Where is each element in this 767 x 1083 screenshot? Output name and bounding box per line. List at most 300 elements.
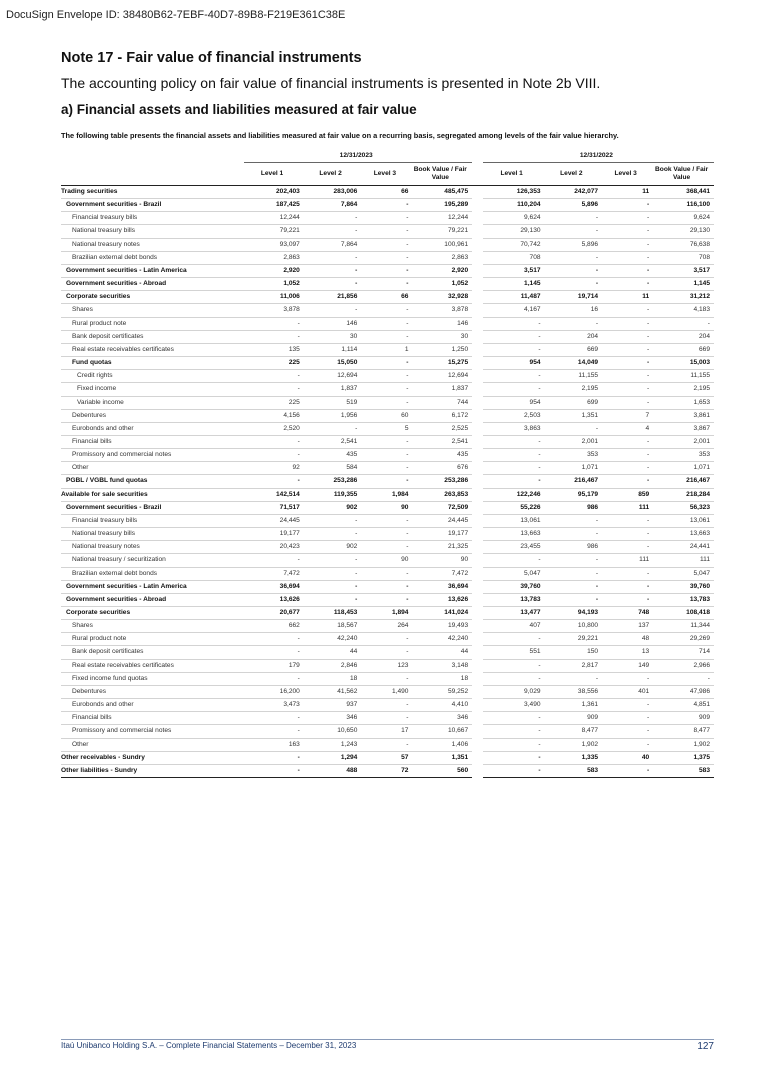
table-cell: 1,145 <box>653 278 714 291</box>
table-cell: 7,472 <box>412 567 472 580</box>
table-cell: 2,195 <box>545 383 603 396</box>
table-cell: - <box>602 343 653 356</box>
table-cell: - <box>602 383 653 396</box>
table-cell: - <box>602 449 653 462</box>
table-cell: - <box>361 238 412 251</box>
column-gap <box>472 462 483 475</box>
table-cell: 66 <box>361 186 412 199</box>
row-label: Financial treasury bills <box>61 212 244 225</box>
table-cell: 24,445 <box>412 514 472 527</box>
table-cell: 72,509 <box>412 501 472 514</box>
table-cell: 19,177 <box>244 528 304 541</box>
row-label: National treasury bills <box>61 528 244 541</box>
row-label: Debentures <box>61 409 244 422</box>
column-gap <box>472 357 483 370</box>
table-cell: 8,477 <box>545 725 603 738</box>
row-label: Variable income <box>61 396 244 409</box>
table-row <box>61 751 714 764</box>
table-cell: - <box>602 435 653 448</box>
table-cell: 11 <box>602 186 653 199</box>
column-gap <box>472 475 483 488</box>
row-label: Eurobonds and other <box>61 422 244 435</box>
page-number: 127 <box>697 1041 714 1052</box>
table-row <box>61 620 714 633</box>
table-cell: - <box>361 475 412 488</box>
table-cell: - <box>304 264 362 277</box>
table-cell: 137 <box>602 620 653 633</box>
table-cell: 56,323 <box>653 501 714 514</box>
table-cell: 13,061 <box>653 514 714 527</box>
table-cell: - <box>244 554 304 567</box>
table-cell: 1,351 <box>545 409 603 422</box>
table-cell: - <box>361 593 412 606</box>
table-cell: - <box>361 528 412 541</box>
row-label: Rural product note <box>61 633 244 646</box>
column-gap <box>472 186 483 199</box>
table-cell: - <box>545 264 603 277</box>
table-row <box>61 330 714 343</box>
table-cell: 2,920 <box>412 264 472 277</box>
table-cell: - <box>602 317 653 330</box>
table-cell: - <box>602 264 653 277</box>
table-cell: - <box>304 554 362 567</box>
table-cell: 122,246 <box>483 488 545 501</box>
table-cell: 202,403 <box>244 186 304 199</box>
table-cell: 1,114 <box>304 343 362 356</box>
table-cell: 70,742 <box>483 238 545 251</box>
table-cell: 11,344 <box>653 620 714 633</box>
table-cell: 253,286 <box>304 475 362 488</box>
table-cell: - <box>361 646 412 659</box>
table-cell: 204 <box>653 330 714 343</box>
table-cell: 3,878 <box>244 304 304 317</box>
table-row <box>61 659 714 672</box>
column-gap <box>472 370 483 383</box>
table-row <box>61 238 714 251</box>
table-cell: 3,490 <box>483 699 545 712</box>
table-cell: 94,193 <box>545 607 603 620</box>
column-gap <box>472 751 483 764</box>
table-cell: - <box>244 449 304 462</box>
table-cell: - <box>545 278 603 291</box>
table-cell: 23,455 <box>483 541 545 554</box>
row-label: Shares <box>61 304 244 317</box>
table-cell: - <box>545 593 603 606</box>
table-cell: 662 <box>244 620 304 633</box>
row-label: Brazilian external debt bonds <box>61 567 244 580</box>
table-cell: 263,853 <box>412 488 472 501</box>
column-gap <box>472 278 483 291</box>
table-cell: 15,050 <box>304 357 362 370</box>
table-cell: 485,475 <box>412 186 472 199</box>
table-cell: - <box>244 751 304 764</box>
table-cell: - <box>361 449 412 462</box>
table-cell: 1,375 <box>653 751 714 764</box>
table-row <box>61 580 714 593</box>
table-cell: 937 <box>304 699 362 712</box>
table-cell: - <box>361 225 412 238</box>
table-cell: 2,520 <box>244 422 304 435</box>
table-row <box>61 475 714 488</box>
row-label: Fund quotas <box>61 357 244 370</box>
table-cell: - <box>361 633 412 646</box>
table-cell: 1,294 <box>304 751 362 764</box>
table-cell: - <box>244 475 304 488</box>
table-cell: - <box>602 541 653 554</box>
table-cell: 1,052 <box>412 278 472 291</box>
row-label: Eurobonds and other <box>61 699 244 712</box>
table-cell: 20,423 <box>244 541 304 554</box>
table-cell: 986 <box>545 541 603 554</box>
col-header: Book Value / Fair Value <box>653 163 714 186</box>
table-row <box>61 396 714 409</box>
table-cell: - <box>304 212 362 225</box>
table-cell: - <box>304 593 362 606</box>
table-cell: 4,156 <box>244 409 304 422</box>
table-cell: 407 <box>483 620 545 633</box>
row-label: Financial treasury bills <box>61 514 244 527</box>
table-cell: 708 <box>653 251 714 264</box>
table-cell: 669 <box>545 343 603 356</box>
table-cell: 676 <box>412 462 472 475</box>
table-row <box>61 317 714 330</box>
row-label: Government securities - Latin America <box>61 264 244 277</box>
table-cell: 2,541 <box>412 435 472 448</box>
table-cell: 264 <box>361 620 412 633</box>
table-cell: 744 <box>412 396 472 409</box>
table-cell: 1,956 <box>304 409 362 422</box>
table-row <box>61 343 714 356</box>
accounting-policy-text: The accounting policy on fair value of financial instruments is presented in Note 2b VIII. <box>61 75 601 91</box>
table-cell: - <box>361 580 412 593</box>
column-gap <box>472 580 483 593</box>
table-cell: 353 <box>653 449 714 462</box>
table-cell: - <box>602 304 653 317</box>
table-cell: 13,061 <box>483 514 545 527</box>
table-cell: - <box>483 383 545 396</box>
table-cell: - <box>244 672 304 685</box>
table-cell: 5,047 <box>483 567 545 580</box>
row-label: Government securities - Abroad <box>61 593 244 606</box>
table-row <box>61 462 714 475</box>
table-cell: 4,851 <box>653 699 714 712</box>
table-cell: 2,541 <box>304 435 362 448</box>
column-gap <box>472 659 483 672</box>
table-cell: 66 <box>361 291 412 304</box>
table-cell: - <box>361 396 412 409</box>
table-cell: 29,269 <box>653 633 714 646</box>
table-cell: - <box>602 357 653 370</box>
row-label: Available for sale securities <box>61 488 244 501</box>
column-gap <box>472 225 483 238</box>
table-cell: - <box>361 541 412 554</box>
table-cell: - <box>483 738 545 751</box>
table-cell: 12,244 <box>244 212 304 225</box>
table-cell: - <box>545 554 603 567</box>
table-cell: - <box>545 251 603 264</box>
table-cell: - <box>602 212 653 225</box>
table-row <box>61 370 714 383</box>
table-cell: 57 <box>361 751 412 764</box>
table-cell: 1,406 <box>412 738 472 751</box>
table-cell: - <box>244 646 304 659</box>
table-cell: 79,221 <box>244 225 304 238</box>
row-label: Corporate securities <box>61 291 244 304</box>
table-cell: - <box>483 343 545 356</box>
row-label: Financial bills <box>61 435 244 448</box>
table-cell: 187,425 <box>244 199 304 212</box>
column-gap <box>472 317 483 330</box>
table-cell: 118,453 <box>304 607 362 620</box>
row-label: Fixed income fund quotas <box>61 672 244 685</box>
table-cell: 1,335 <box>545 751 603 764</box>
table-cell: - <box>304 422 362 435</box>
table-cell: - <box>304 251 362 264</box>
table-cell: 13,783 <box>653 593 714 606</box>
table-cell: 714 <box>653 646 714 659</box>
table-cell: - <box>602 528 653 541</box>
table-cell: 11 <box>602 291 653 304</box>
table-cell: - <box>361 672 412 685</box>
table-cell: 31,212 <box>653 291 714 304</box>
table-cell: 110,204 <box>483 199 545 212</box>
table-cell: 10,650 <box>304 725 362 738</box>
column-gap <box>472 593 483 606</box>
row-label: Government securities - Brazil <box>61 199 244 212</box>
column-gap <box>472 383 483 396</box>
table-cell: 1,250 <box>412 343 472 356</box>
table-cell: 18 <box>304 672 362 685</box>
row-label: Trading securities <box>61 186 244 199</box>
table-cell: - <box>653 317 714 330</box>
table-row <box>61 528 714 541</box>
table-cell: 135 <box>244 343 304 356</box>
table-cell: 283,006 <box>304 186 362 199</box>
table-cell: 5 <box>361 422 412 435</box>
table-cell: 21,856 <box>304 291 362 304</box>
table-cell: 4 <box>602 422 653 435</box>
table-cell: - <box>483 672 545 685</box>
table-cell: 123 <box>361 659 412 672</box>
table-cell: - <box>483 475 545 488</box>
row-label: Rural product note <box>61 317 244 330</box>
table-cell: 1,145 <box>483 278 545 291</box>
table-cell: 116,100 <box>653 199 714 212</box>
table-row <box>61 212 714 225</box>
row-label: Shares <box>61 620 244 633</box>
table-cell: - <box>304 225 362 238</box>
table-row <box>61 541 714 554</box>
table-cell: 2,817 <box>545 659 603 672</box>
period-2022: 12/31/2022 <box>483 150 714 163</box>
table-cell: - <box>602 251 653 264</box>
row-label: Government securities - Brazil <box>61 501 244 514</box>
table-cell: 119,355 <box>304 488 362 501</box>
table-cell: 19,714 <box>545 291 603 304</box>
table-cell: 488 <box>304 764 362 777</box>
table-cell: 16,200 <box>244 685 304 698</box>
table-cell: - <box>602 672 653 685</box>
footer-divider <box>61 1039 714 1040</box>
table-cell: 48 <box>602 633 653 646</box>
table-row <box>61 514 714 527</box>
table-cell: 7,864 <box>304 199 362 212</box>
table-cell: 30 <box>412 330 472 343</box>
table-cell: 13,663 <box>483 528 545 541</box>
table-cell: - <box>244 370 304 383</box>
table-cell: 216,467 <box>653 475 714 488</box>
table-cell: - <box>244 633 304 646</box>
column-gap <box>472 764 483 777</box>
table-cell: 7 <box>602 409 653 422</box>
table-cell: 9,624 <box>483 212 545 225</box>
table-cell: 44 <box>412 646 472 659</box>
table-row <box>61 383 714 396</box>
column-gap <box>472 501 483 514</box>
table-cell: 141,024 <box>412 607 472 620</box>
column-gap <box>472 422 483 435</box>
table-cell: 909 <box>545 712 603 725</box>
table-cell: 748 <box>602 607 653 620</box>
table-cell: 218,284 <box>653 488 714 501</box>
table-cell: 216,467 <box>545 475 603 488</box>
column-gap <box>472 541 483 554</box>
table-cell: 19,177 <box>412 528 472 541</box>
table-cell: 72 <box>361 764 412 777</box>
column-header-row <box>61 163 714 186</box>
footer-text: Itaú Unibanco Holding S.A. – Complete Financial Statements – December 31, 2023 <box>61 1041 357 1050</box>
table-cell: - <box>361 383 412 396</box>
table-cell: - <box>304 304 362 317</box>
table-cell: - <box>361 435 412 448</box>
table-cell: 1 <box>361 343 412 356</box>
table-cell: 7,864 <box>304 238 362 251</box>
table-cell: - <box>545 580 603 593</box>
row-label: National treasury bills <box>61 225 244 238</box>
column-gap <box>472 409 483 422</box>
table-row <box>61 567 714 580</box>
table-cell: 954 <box>483 396 545 409</box>
column-gap <box>472 435 483 448</box>
table-row <box>61 593 714 606</box>
table-cell: 3,473 <box>244 699 304 712</box>
row-label: Debentures <box>61 685 244 698</box>
row-label: Government securities - Latin America <box>61 580 244 593</box>
table-cell: 9,624 <box>653 212 714 225</box>
column-gap <box>472 685 483 698</box>
table-cell: - <box>361 330 412 343</box>
table-cell: 5,047 <box>653 567 714 580</box>
column-gap <box>472 725 483 738</box>
table-cell: 71,517 <box>244 501 304 514</box>
table-cell: 1,902 <box>653 738 714 751</box>
table-cell: - <box>483 435 545 448</box>
table-cell: - <box>361 317 412 330</box>
table-cell: - <box>304 514 362 527</box>
table-cell: 29,130 <box>653 225 714 238</box>
table-cell: 100,961 <box>412 238 472 251</box>
table-cell: 368,441 <box>653 186 714 199</box>
table-cell: 3,148 <box>412 659 472 672</box>
table-cell: - <box>602 330 653 343</box>
table-cell: 1,653 <box>653 396 714 409</box>
table-cell: 902 <box>304 501 362 514</box>
column-gap <box>472 251 483 264</box>
table-cell: 1,071 <box>545 462 603 475</box>
table-cell: - <box>244 725 304 738</box>
table-cell: - <box>602 199 653 212</box>
table-cell: 108,418 <box>653 607 714 620</box>
table-cell: 150 <box>545 646 603 659</box>
note-title: Note 17 - Fair value of financial instruments <box>61 50 362 66</box>
table-cell: 353 <box>545 449 603 462</box>
table-row <box>61 435 714 448</box>
table-cell: 146 <box>304 317 362 330</box>
table-cell: 126,353 <box>483 186 545 199</box>
row-label: Promissory and commercial notes <box>61 725 244 738</box>
row-label: Financial bills <box>61 712 244 725</box>
column-gap <box>472 672 483 685</box>
table-cell: 179 <box>244 659 304 672</box>
table-cell: - <box>361 251 412 264</box>
table-cell: 42,240 <box>304 633 362 646</box>
table-cell: 19,493 <box>412 620 472 633</box>
row-label: Other liabilities - Sundry <box>61 764 244 777</box>
table-cell: 32,928 <box>412 291 472 304</box>
table-row <box>61 488 714 501</box>
table-cell: 36,694 <box>244 580 304 593</box>
table-cell: - <box>602 712 653 725</box>
period-header-row <box>61 150 714 163</box>
table-cell: 225 <box>244 396 304 409</box>
table-cell: 1,894 <box>361 607 412 620</box>
row-label: National treasury notes <box>61 541 244 554</box>
table-cell: 39,760 <box>653 580 714 593</box>
table-cell: 584 <box>304 462 362 475</box>
table-cell: 13,663 <box>653 528 714 541</box>
table-cell: 1,984 <box>361 488 412 501</box>
table-cell: 909 <box>653 712 714 725</box>
table-cell: 708 <box>483 251 545 264</box>
table-cell: 5,896 <box>545 199 603 212</box>
table-cell: 13,626 <box>412 593 472 606</box>
table-cell: 435 <box>412 449 472 462</box>
table-cell: 44 <box>304 646 362 659</box>
table-cell: - <box>483 764 545 777</box>
table-row <box>61 685 714 698</box>
table-cell: 20,677 <box>244 607 304 620</box>
table-cell: - <box>483 370 545 383</box>
table-cell: 13,626 <box>244 593 304 606</box>
table-cell: 3,517 <box>653 264 714 277</box>
row-label: Credit rights <box>61 370 244 383</box>
column-gap <box>472 738 483 751</box>
table-row <box>61 357 714 370</box>
table-cell: 583 <box>545 764 603 777</box>
table-cell: 79,221 <box>412 225 472 238</box>
table-cell: 11,006 <box>244 291 304 304</box>
table-cell: 242,077 <box>545 186 603 199</box>
section-title: a) Financial assets and liabilities measured at fair value <box>61 102 417 117</box>
table-cell: 551 <box>483 646 545 659</box>
table-cell: 38,556 <box>545 685 603 698</box>
table-cell: 11,155 <box>545 370 603 383</box>
table-cell: 346 <box>412 712 472 725</box>
column-gap <box>472 343 483 356</box>
table-cell: 12,244 <box>412 212 472 225</box>
table-cell: - <box>545 317 603 330</box>
table-cell: 9,029 <box>483 685 545 698</box>
